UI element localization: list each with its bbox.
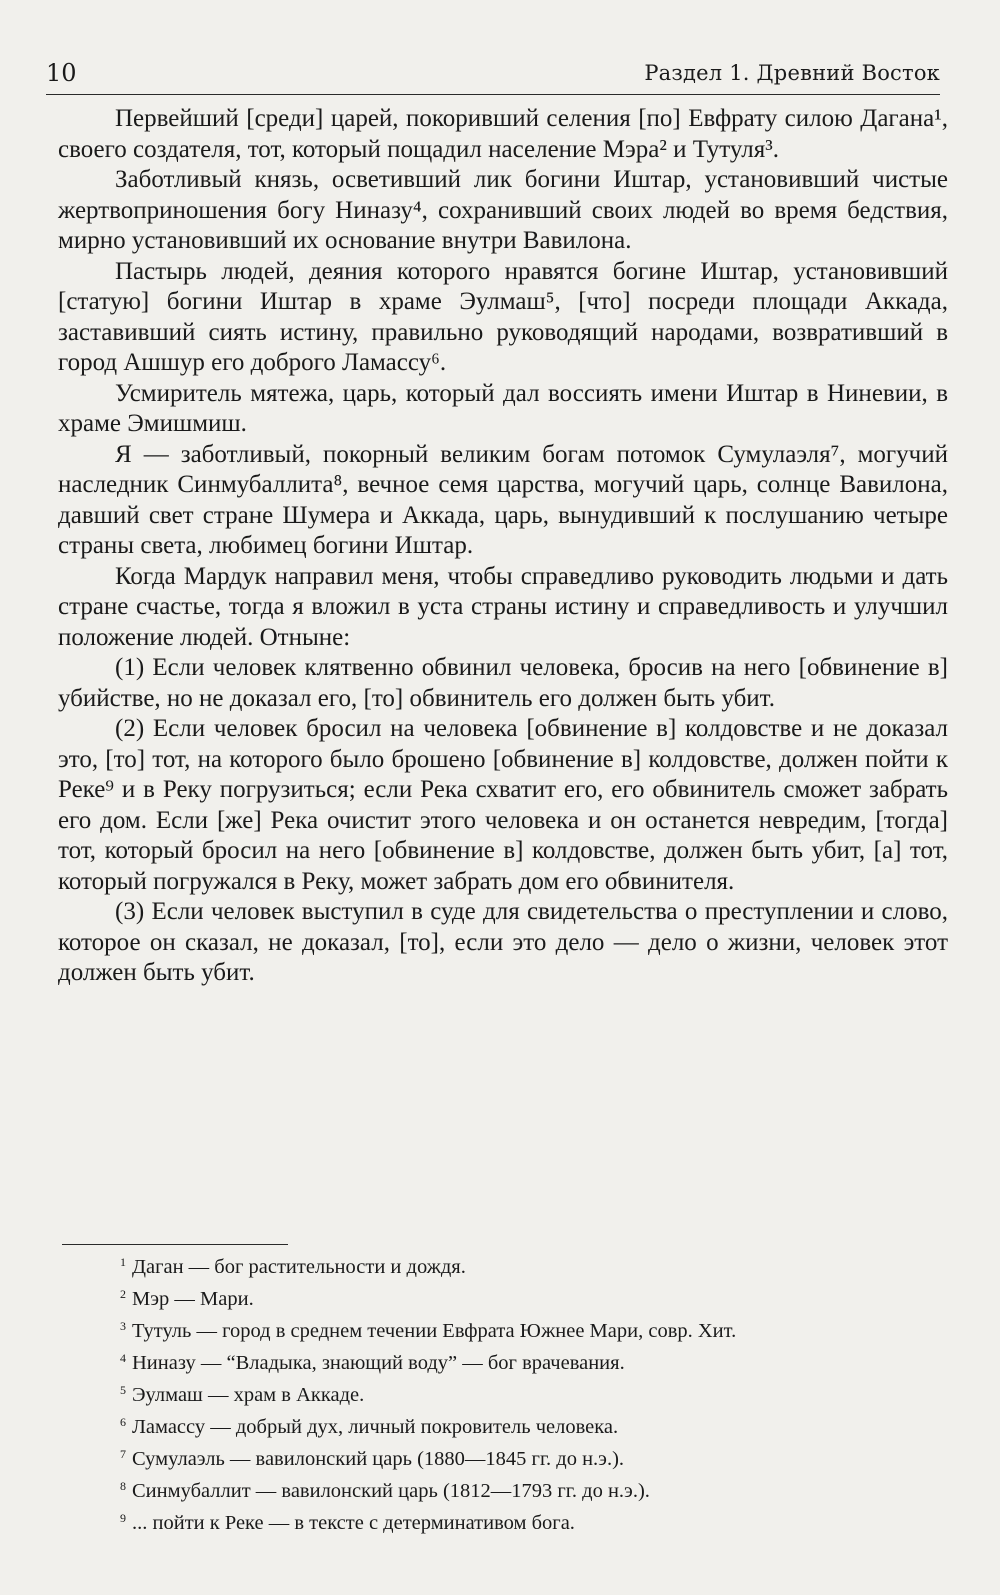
footnote-text: Синмубаллит — вавилонский царь (1812—1793 гг. до н.э.). [132,1480,650,1502]
page-header [46,58,940,95]
footnote [62,1345,960,1377]
footnote-text: Ламассу — добрый дух, личный покровитель человека. [132,1416,619,1438]
footnote-text: Эулмаш — храм в Аккаде. [132,1384,365,1406]
footnote [62,1409,960,1441]
paragraph: Пастырь людей, деяния которого нравятся богине Иштар, установивший [статую] богини Иштар в храме Эулмаш⁵, [что] посреди площади Аккада, заставивший сиять истину, правильно руководящий народами, возвративший в город Ашшур его доброго Ламассу⁶. [58,257,948,376]
footnotes [62,1249,960,1537]
paragraph: Усмиритель мятежа, царь, который дал воссиять имени Иштар в Ниневии, в храме Эмишмиш. [58,379,948,437]
footnote-mark: 9 [120,1511,126,1525]
footnote-mark: 7 [120,1447,126,1461]
footnote-mark: 4 [120,1351,126,1365]
footnote-mark: 3 [120,1319,126,1333]
footnote [62,1505,960,1537]
footnote-mark: 5 [120,1383,126,1397]
paragraph: Я — заботливый, покорный великим богам потомок Сумулаэля⁷, могучий наследник Синмубаллита⁸, вечное семя царства, могучий царь, солнце Вавилона, давший свет стране Шумера и Аккада, царь, вынудивший к послушанию четыре страны света, любимец богини Иштар. [58,440,948,559]
footnote [62,1313,960,1345]
footnote [62,1377,960,1409]
footnote-text: Сумулаэль — вавилонский царь (1880—1845 гг. до н.э.). [132,1448,625,1470]
footnote-text: Мэр — Мари. [132,1288,254,1310]
law-paragraph: (1) Если человек клятвенно обвинил человека, бросив на него [обвинение в] убийстве, но не доказал его, [то] обвинитель его должен быть убит. [58,654,948,712]
footnote-text: Даган — бог растительности и дождя. [132,1256,466,1278]
footnote-mark: 2 [120,1287,126,1301]
footnote-divider [62,1244,288,1245]
running-head: Раздел 1. Древний Восток [644,61,940,85]
law-paragraph: (3) Если человек выступил в суде для свидетельства о преступлении и слово, которое он сказал, не доказал, [то], если это дело — дело о жизни, человек этот должен быть убит. [58,898,948,986]
footnote-text: ... пойти к Реке — в тексте с детерминативом бога. [132,1512,575,1534]
footnote-text: Тутуль — город в среднем течении Евфрата Южнее Мари, совр. Хит. [132,1320,737,1342]
footnote-text: Ниназу — “Владыка, знающий воду” — бог врачевания. [132,1352,625,1374]
main-text [58,104,948,989]
footnote [62,1281,960,1313]
footnote [62,1249,960,1281]
page-number: 10 [46,59,77,87]
paragraph: Когда Мардук направил меня, чтобы справедливо руководить людьми и дать стране счастье, тогда я вложил в уста страны истину и справедливость и улучшил положение людей. Отныне: [58,562,948,651]
paragraph: Первейший [среди] царей, покоривший селения [по] Евфрату силою Дагана¹, своего создателя, тот, который пощадил население Мэра² и Тутуля³. [58,105,948,163]
law-paragraph: (2) Если человек бросил на человека [обвинение в] колдовстве и не доказал это, [то] тот, на которого было брошено [обвинение в] колдовстве, должен пойти к Реке⁹ и в Реку погрузиться; если Река схватит его, его обвинитель сможет забрать его дом. Если [же] Река очистит этого человека и он останется невредим, [тогда] тот, который бросил на него [обвинение в] колдовстве, должен быть убит, [а] тот, который погружался в Реку, может забрать дом его обвинителя. [58,715,948,895]
footnote-mark: 8 [120,1479,126,1493]
footnote [62,1473,960,1505]
paragraph: Заботливый князь, осветивший лик богини Иштар, установивший чистые жертвоприношения богу Ниназу⁴, сохранивший своих людей во время бедствия, мирно установивший их основание внутри Вавилона. [58,166,948,254]
footnote [62,1441,960,1473]
footnote-mark: 1 [120,1255,126,1269]
footnote-mark: 6 [120,1415,126,1429]
